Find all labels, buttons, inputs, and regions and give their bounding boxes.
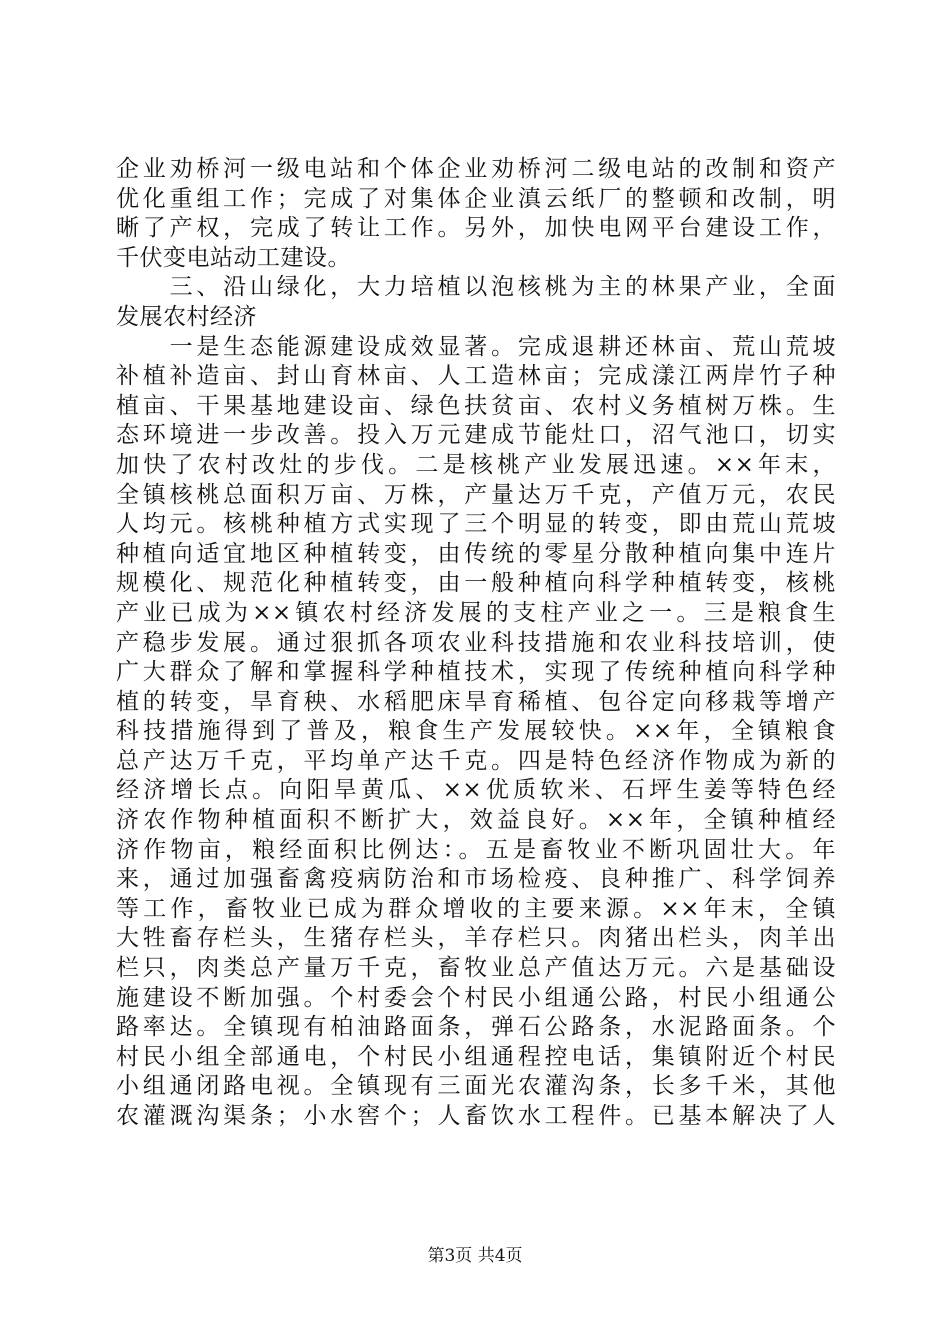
text-line: 济农作物种植面积不断扩大，效益良好。××年，全镇种植经: [116, 807, 836, 834]
text-line: 植亩、干果基地建设亩、绿色扶贫亩、农村义务植树万株。生: [116, 392, 836, 419]
text-line: 小组通闭路电视。全镇现有三面光农灌沟条，长多千米，其他: [116, 1073, 836, 1100]
text-line: 态环境进一步改善。投入万元建成节能灶口，沼气池口，切实: [116, 422, 836, 449]
text-line: 人均元。核桃种植方式实现了三个明显的转变，即由荒山荒坡: [116, 511, 836, 538]
text-line: 发展农村经济: [116, 303, 257, 330]
text-line: 优化重组工作；完成了对集体企业滇云纸厂的整顿和改制，明: [116, 185, 836, 212]
text-line: 栏只，肉类总产量万千克，畜牧业总产值达万元。六是基础设: [116, 955, 836, 982]
text-line: 一是生态能源建设成效显著。完成退耕还林亩、荒山荒坡: [116, 333, 836, 360]
page-footer: 第3页 共4页: [427, 1246, 523, 1266]
text-line: 大牲畜存栏头，生猪存栏头，羊存栏只。肉猪出栏头，肉羊出: [116, 925, 836, 952]
text-line: 加快了农村改灶的步伐。二是核桃产业发展迅速。××年末，: [116, 451, 836, 478]
text-line: 植的转变，旱育秧、水稻肥床旱育稀植、包谷定向移栽等增产: [116, 688, 836, 715]
text-line: 规模化、规范化种植转变，由一般种植向科学种植转变，核桃: [116, 570, 836, 597]
text-line: 产稳步发展。通过狠抓各项农业科技措施和农业科技培训，使: [116, 629, 836, 656]
text-line: 路率达。全镇现有柏油路面条，弹石公路条，水泥路面条。个: [116, 1014, 836, 1041]
text-line: 等工作，畜牧业已成为群众增收的主要来源。××年末，全镇: [116, 895, 836, 922]
text-line: 村民小组全部通电，个村民小组通程控电话，集镇附近个村民: [116, 1043, 836, 1070]
text-line: 晰了产权，完成了转让工作。另外，加快电网平台建设工作，: [116, 215, 836, 242]
text-line: 种植向适宜地区种植转变，由传统的零星分散种植向集中连片: [116, 540, 836, 567]
text-line: 广大群众了解和掌握科学种植技术，实现了传统种植向科学种: [116, 659, 836, 686]
text-line: 企业劝桥河一级电站和个体企业劝桥河二级电站的改制和资产: [116, 156, 836, 182]
text-line: 全镇核桃总面积万亩、万株，产量达万千克，产值万元，农民: [116, 481, 836, 508]
text-line: 产业已成为××镇农村经济发展的支柱产业之一。三是粮食生: [116, 599, 836, 626]
text-line: 三、沿山绿化，大力培植以泡核桃为主的林果产业，全面: [116, 274, 836, 301]
text-line: 施建设不断加强。个村委会个村民小组通公路，村民小组通公: [116, 984, 836, 1011]
body-text: [116, 155, 836, 1132]
text-line: 总产达万千克，平均单产达千克。四是特色经济作物成为新的: [116, 747, 836, 774]
text-line: 科技措施得到了普及，粮食生产发展较快。××年，全镇粮食: [116, 718, 836, 745]
text-line: 补植补造亩、封山育林亩、人工造林亩；完成漾江两岸竹子种: [116, 363, 836, 390]
text-line: 经济增长点。向阳旱黄瓜、××优质软米、石坪生姜等特色经: [116, 777, 836, 804]
text-line: 济作物亩，粮经面积比例达：。五是畜牧业不断巩固壮大。年: [116, 836, 836, 863]
text-line: 千伏变电站动工建设。: [116, 244, 351, 271]
text-line: 来，通过加强畜禽疫病防治和市场检疫、良种推广、科学饲养: [116, 866, 836, 893]
text-line: 农灌溉沟渠条；小水窖个；人畜饮水工程件。已基本解决了人: [116, 1103, 836, 1129]
